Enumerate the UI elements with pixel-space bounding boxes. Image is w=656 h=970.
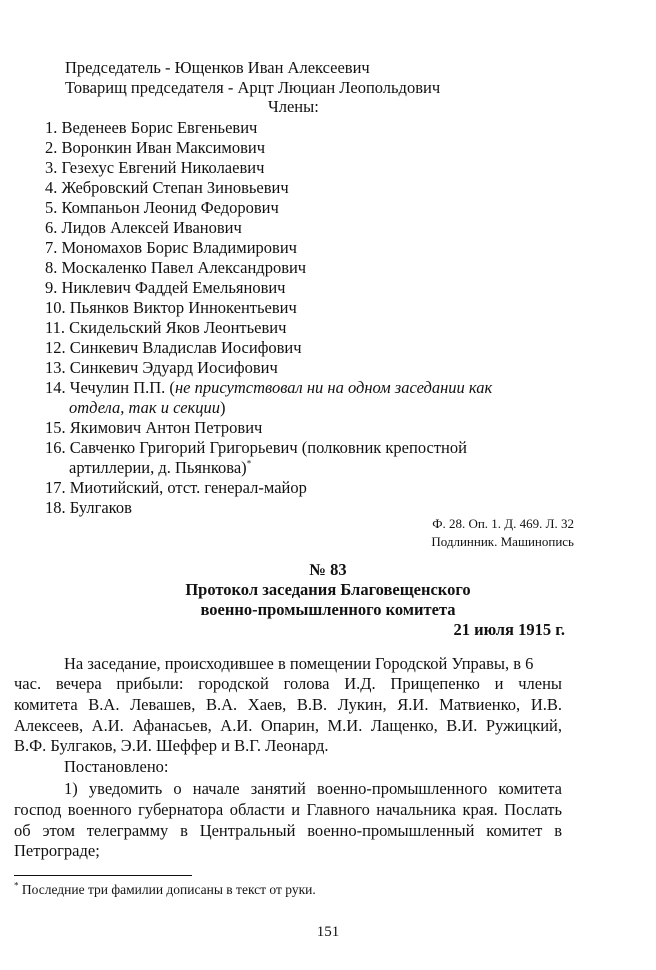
list-item: 2. Воронкин Иван Максимович <box>45 138 266 157</box>
list-item: 18. Булгаков <box>45 498 132 517</box>
resolution-heading: Постановлено: <box>64 757 169 776</box>
list-item: 7. Мономахов Борис Владимирович <box>45 238 297 257</box>
list-item: 6. Лидов Алексей Иванович <box>45 218 242 237</box>
document-date: 21 июля 1915 г. <box>453 620 565 639</box>
list-item: 15. Якимович Антон Петрович <box>45 418 263 437</box>
footnote-text: Последние три фамилии дописаны в текст от руки. <box>18 882 316 897</box>
document-title-line-2: военно-промышленного комитета <box>200 600 456 619</box>
archive-reference: Ф. 28. Оп. 1. Д. 469. Л. 32 <box>432 516 574 531</box>
list-item-14-cont: отдела, так и секции) <box>69 398 226 417</box>
list-item: 13. Синкевич Эдуард Иосифович <box>45 358 278 377</box>
list-item: 4. Жебровский Степан Зиновьевич <box>45 178 289 197</box>
list-item-14: 14. Чечулин П.П. (не присутствовал ни на одном заседании как <box>45 378 493 397</box>
body-line: комитета В.А. Левашев, В.А. Хаев, В.В. Лукин, Я.И. Матвиенко, И.В. <box>14 695 562 714</box>
body-line: На заседание, происходившее в помещении Городской Управы, в 6 <box>64 654 534 673</box>
document-type: Подлинник. Машинопись <box>431 534 574 549</box>
list-item: 10. Пьянков Виктор Иннокентьевич <box>45 298 297 317</box>
footnote-ref-mark: * <box>246 458 252 469</box>
page-number: 151 <box>316 924 340 940</box>
members-title: Члены: <box>268 97 319 116</box>
body-line: об этом телеграмму в Центральный военно-промышленный комитет в <box>14 821 562 840</box>
chairman-line: Председатель - Ющенков Иван Алексеевич <box>65 58 370 77</box>
list-item: 17. Миотийский, отст. генерал-майор <box>45 478 307 497</box>
document-title-line-1: Протокол заседания Благовещенского <box>185 580 471 599</box>
body-line: Петрограде; <box>14 841 100 860</box>
footnote-divider <box>14 875 192 876</box>
list-item: 3. Гезехус Евгений Николаевич <box>45 158 265 177</box>
body-line: В.Ф. Булгаков, Э.И. Шеффер и В.Г. Леонард. <box>14 736 329 755</box>
list-item: 12. Синкевич Владислав Иосифович <box>45 338 302 357</box>
footnote-mark: * <box>14 880 19 891</box>
deputy-line: Товарищ председателя - Арцт Люциан Леопольдович <box>65 78 441 97</box>
member-14-note: не присутствовал ни на одном заседании как <box>174 378 493 397</box>
body-line: господ военного губернатора области и Главного начальника края. Послать <box>14 800 562 819</box>
body-line: Алексеев, А.И. Афанасьев, А.И. Опарин, М.И. Лащенко, В.И. Ружицкий, <box>14 716 562 735</box>
member-14-note-cont: отдела, так и секции <box>69 398 221 417</box>
list-item-16-cont: артиллерии, д. Пьянкова)* <box>69 458 252 477</box>
document-number: № 83 <box>309 560 347 579</box>
body-line: 1) уведомить о начале занятий военно-промышленного комитета <box>64 779 562 798</box>
list-item-16: 16. Савченко Григорий Григорьевич (полковник крепостной <box>45 438 467 457</box>
list-item: 11. Скидельский Яков Леонтьевич <box>45 318 287 337</box>
list-item: 9. Никлевич Фаддей Емельянович <box>45 278 286 297</box>
body-line: час. вечера прибыли: городской голова И.Д. Прищепенко и члены <box>14 674 562 693</box>
list-item: 8. Москаленко Павел Александрович <box>45 258 307 277</box>
list-item: 5. Компаньон Леонид Федорович <box>45 198 279 217</box>
footnote <box>14 881 316 898</box>
list-item: 1. Веденеев Борис Евгеньевич <box>45 118 258 137</box>
